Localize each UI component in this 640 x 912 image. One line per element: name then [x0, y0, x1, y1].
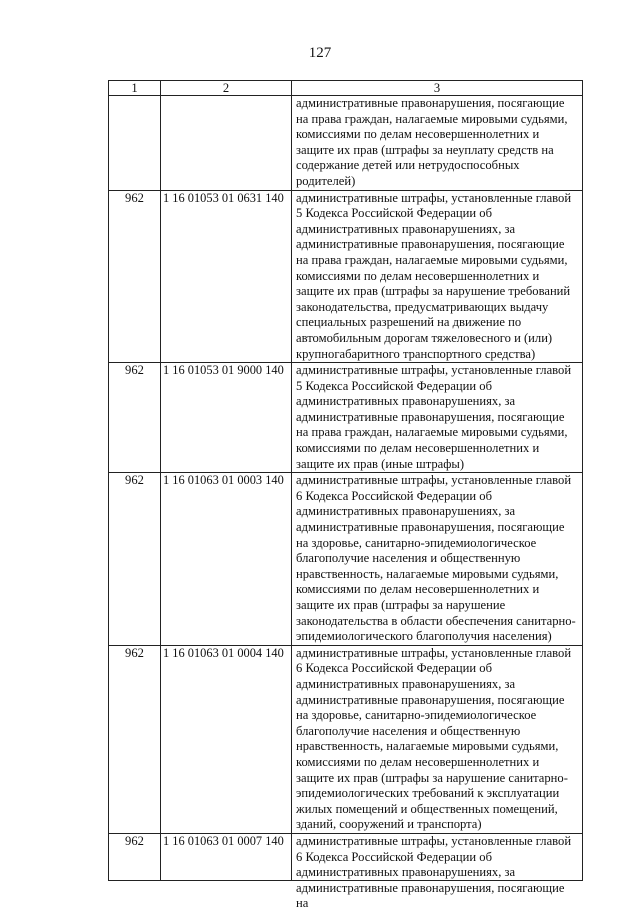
description-cell: административные правонарушения, посягающие на права граждан, налагаемые мировыми судьями, комиссиями по делам несовершеннолетних и защите их прав (штрафы за неуплату средств на содержание детей или нетрудоспособных родителей) [292, 96, 583, 191]
budget-code-cell: 1 16 01053 01 9000 140 [161, 363, 292, 473]
table-row [109, 96, 583, 191]
description-cell: административные штрафы, установленные главой 5 Кодекса Российской Федерации об административных правонарушениях, за административные правонарушения, посягающие на права граждан, налагаемые мировыми судьями, комиссиями по делам несовершеннолетних и защите их прав (иные штрафы) [292, 363, 583, 473]
codes-table [108, 80, 583, 911]
admin-code-cell: 962 [109, 645, 161, 833]
table-row [109, 473, 583, 646]
description-cell: административные штрафы, установленные главой 6 Кодекса Российской Федерации об административных правонарушениях, за административные правонарушения, посягающие на здоровье, санитарно-эпидемиологическое благополучие населения и общественную нравственность, налагаемые мировыми судьями, комиссиями по делам несовершеннолетних и защите их прав (штрафы за нарушение санитарно-эпидемиологических требований к эксплуатации жилых помещений и общественных помещений, зданий, сооружений и транспорта) [292, 645, 583, 833]
budget-code-cell: 1 16 01063 01 0004 140 [161, 645, 292, 833]
budget-code-cell: 1 16 01053 01 0631 140 [161, 190, 292, 363]
description-text: административные штрафы, установленные главой 6 Кодекса Российской Федерации об административных правонарушениях, за административные правонарушения, посягающие на [296, 833, 572, 911]
table-row [109, 363, 583, 473]
admin-code-cell: 962 [109, 363, 161, 473]
table-row [109, 833, 583, 880]
column-header-1: 1 [109, 81, 161, 96]
budget-code-cell [161, 96, 292, 191]
column-header-2: 2 [161, 81, 292, 96]
admin-code-cell: 962 [109, 473, 161, 646]
budget-code-cell: 1 16 01063 01 0003 140 [161, 473, 292, 646]
table-row [109, 190, 583, 363]
page-number: 127 [308, 45, 332, 61]
description-cell [292, 833, 583, 911]
admin-code-cell: 962 [109, 190, 161, 363]
admin-code-cell: 962 [109, 833, 161, 880]
description-cell: административные штрафы, установленные главой 5 Кодекса Российской Федерации об административных правонарушениях, за административные правонарушения, посягающие на права граждан, налагаемые мировыми судьями, комиссиями по делам несовершеннолетних и защите их прав (штрафы за нарушение требований законодательства, предусматривающих выдачу специальных разрешений на движение по автомобильным дорогам тяжеловесного и (или) крупногабаритного транспортного средства) [292, 190, 583, 363]
table-row [109, 645, 583, 833]
table-header-row [109, 81, 583, 96]
admin-code-cell [109, 96, 161, 191]
budget-code-cell: 1 16 01063 01 0007 140 [161, 833, 292, 880]
description-cell: административные штрафы, установленные главой 6 Кодекса Российской Федерации об административных правонарушениях, за административные правонарушения, посягающие на здоровье, санитарно-эпидемиологическое благополучие населения и общественную нравственность, налагаемые мировыми судьями, комиссиями по делам несовершеннолетних и защите их прав (штрафы за нарушение законодательства в области обеспечения санитарно-эпидемиологического благополучия населения) [292, 473, 583, 646]
column-header-3: 3 [292, 81, 583, 96]
